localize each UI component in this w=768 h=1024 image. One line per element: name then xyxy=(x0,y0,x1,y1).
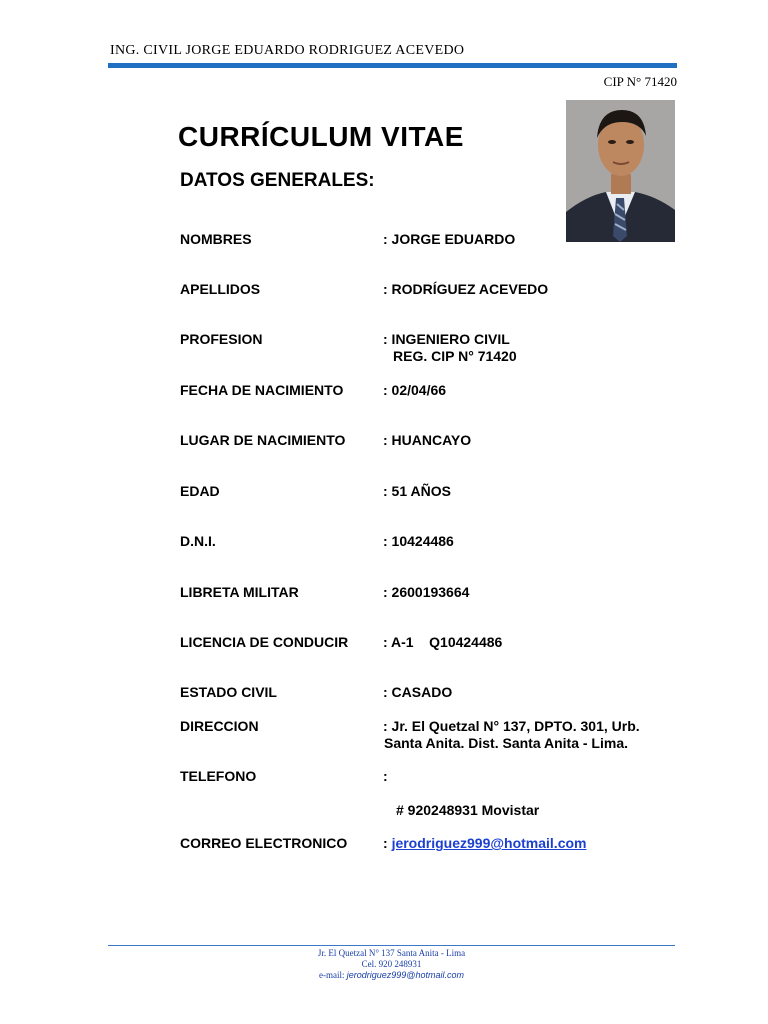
value-dni: : 10424486 xyxy=(383,533,454,549)
label-licencia: LICENCIA DE CONDUCIR xyxy=(180,634,349,650)
value-direccion: : Jr. El Quetzal N° 137, DPTO. 301, Urb. xyxy=(383,718,640,734)
document-title: CURRÍCULUM VITAE xyxy=(178,121,464,152)
value-licencia: : A-1 Q10424486 xyxy=(383,634,503,650)
header-rule xyxy=(108,63,677,68)
footer-email xyxy=(108,969,675,981)
label-telefono: TELEFONO xyxy=(180,768,257,784)
value-lugar-nacimiento: : HUANCAYO xyxy=(383,432,472,448)
label-fecha-nacimiento: FECHA DE NACIMIENTO xyxy=(180,382,344,398)
value-estado-civil: : CASADO xyxy=(383,684,453,700)
value-profesion-reg: REG. CIP N° 71420 xyxy=(393,348,517,364)
label-apellidos: APELLIDOS xyxy=(180,281,261,297)
header-name: ING. CIVIL JORGE EDUARDO RODRIGUEZ ACEVEDO xyxy=(110,43,465,58)
email-link[interactable]: jerodriguez999@hotmail.com xyxy=(391,835,587,851)
value-nombres: : JORGE EDUARDO xyxy=(383,231,516,247)
value-apellidos: : RODRÍGUEZ ACEVEDO xyxy=(383,281,549,297)
label-libreta-militar: LIBRETA MILITAR xyxy=(180,584,299,600)
label-direccion: DIRECCION xyxy=(180,718,259,734)
label-correo: CORREO ELECTRONICO xyxy=(180,835,348,851)
correo-prefix: : xyxy=(383,835,392,851)
cip-number: CIP N° 71420 xyxy=(603,74,677,89)
profile-photo xyxy=(566,100,675,242)
value-libreta-militar: : 2600193664 xyxy=(383,584,470,600)
label-lugar-nacimiento: LUGAR DE NACIMIENTO xyxy=(180,432,346,448)
label-dni: D.N.I. xyxy=(180,533,216,549)
footer-email-address: jerodriguez999@hotmail.com xyxy=(346,970,464,980)
label-edad: EDAD xyxy=(180,483,220,499)
value-profesion: : INGENIERO CIVIL xyxy=(383,331,510,347)
section-title: DATOS GENERALES: xyxy=(180,170,375,191)
footer-cel: Cel. 920 248931 xyxy=(361,959,422,969)
footer-address: Jr. El Quetzal N° 137 Santa Anita - Lima xyxy=(317,948,466,958)
value-telefono: : xyxy=(383,768,388,784)
value-direccion-line2: Santa Anita. Dist. Santa Anita - Lima. xyxy=(384,735,629,751)
label-estado-civil: ESTADO CIVIL xyxy=(180,684,277,700)
footer-email-prefix: e-mail: xyxy=(319,970,347,980)
value-correo xyxy=(383,835,586,852)
footer-rule xyxy=(108,945,675,946)
value-telefono-number: # 920248931 Movistar xyxy=(396,802,540,818)
value-fecha-nacimiento: : 02/04/66 xyxy=(383,382,447,398)
value-edad: : 51 AÑOS xyxy=(383,483,451,499)
label-nombres: NOMBRES xyxy=(180,231,252,247)
label-profesion: PROFESION xyxy=(180,331,263,347)
